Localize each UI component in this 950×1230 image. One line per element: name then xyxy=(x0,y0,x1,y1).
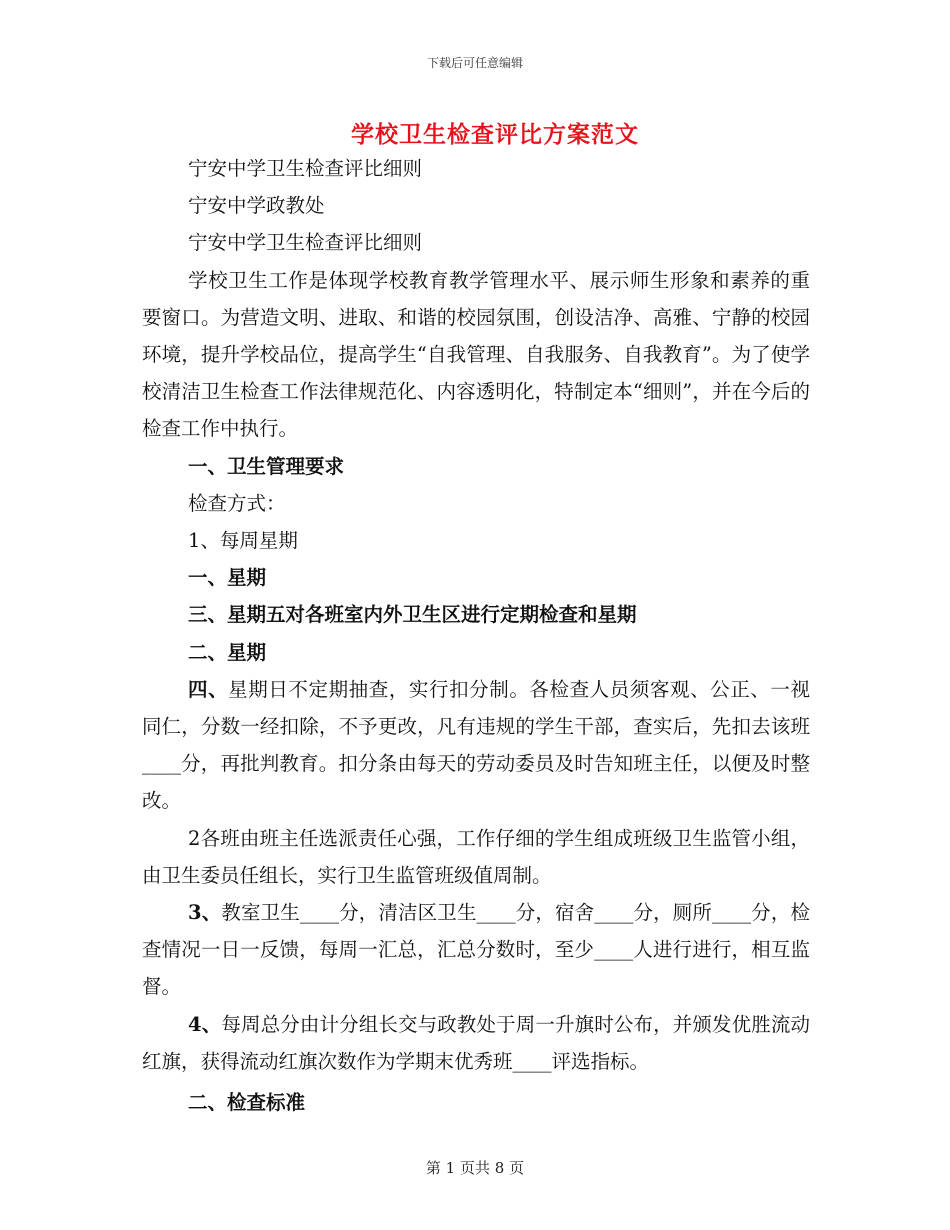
page-footer: 第 1 页共 8 页 xyxy=(425,1159,525,1177)
item-d-lead: 四、 xyxy=(188,677,229,701)
header-note: 下载后可任意编辑 xyxy=(426,56,523,70)
document-body xyxy=(142,150,810,1121)
item-4-paragraph xyxy=(142,1006,810,1080)
item-d-text: 星期日不定期抽查，实行扣分制。各检查人员须客观、公正、一视同仁，分数一经扣除，不予更改，凡有违规的学生干部，查实后，先扣去该班____分，再批判教育。扣分条由每天的劳动委员及时告知班主任，以便及时整改。 xyxy=(142,677,810,813)
item-3-paragraph xyxy=(142,894,810,1006)
item-3-text: 教室卫生____分，清洁区卫生____分，宿舍____分，厕所____分，检查情况一日一反馈，每周一汇总，汇总分数时，至少____人进行进行，相互监督。 xyxy=(142,901,810,999)
check-method-label: 检查方式： xyxy=(188,491,286,515)
item-b: 三、星期五对各班室内外卫生区进行定期检查和星期 xyxy=(188,603,637,627)
subtitle-line-1: 宁安中学卫生检查评比细则 xyxy=(188,157,423,180)
item-2-paragraph: 2各班由班主任选派责任心强，工作仔细的学生组成班级卫生监管小组，由卫生委员任组长，实行卫生监管班级值周制。 xyxy=(142,826,810,887)
item-1: 1、每周星期 xyxy=(188,529,298,553)
intro-paragraph: 学校卫生工作是体现学校教育教学管理水平、展示师生形象和素养的重要窗口。为营造文明、进取、和谐的校园氛围，创设洁净、高雅、宁静的校园环境，提升学校品位，提高学生“自我管理、自我服务、自我教育”。为了使学校清洁卫生检查工作法律规范化、内容透明化，特制定本“细则”，并在今后的检查工作中执行。 xyxy=(142,268,810,441)
section-1-heading: 一、卫生管理要求 xyxy=(188,454,345,478)
section-2-heading: 二、检查标准 xyxy=(188,1091,306,1115)
subtitle-line-2: 宁安中学政教处 xyxy=(188,194,325,218)
item-4-text: 每周总分由计分组长交与政教处于周一升旗时公布，并颁发优胜流动红旗，获得流动红旗次数作为学期末优秀班____评选指标。 xyxy=(142,1012,810,1073)
item-3-lead: 3、 xyxy=(188,901,222,925)
subtitle-line-3: 宁安中学卫生检查评比细则 xyxy=(188,231,423,255)
item-c: 二、星期 xyxy=(188,640,267,664)
item-4-lead: 4、 xyxy=(188,1012,222,1036)
item-a: 一、星期 xyxy=(188,566,267,590)
item-d-paragraph xyxy=(142,671,810,820)
document-title: 学校卫生检查评比方案范文 xyxy=(351,121,639,148)
